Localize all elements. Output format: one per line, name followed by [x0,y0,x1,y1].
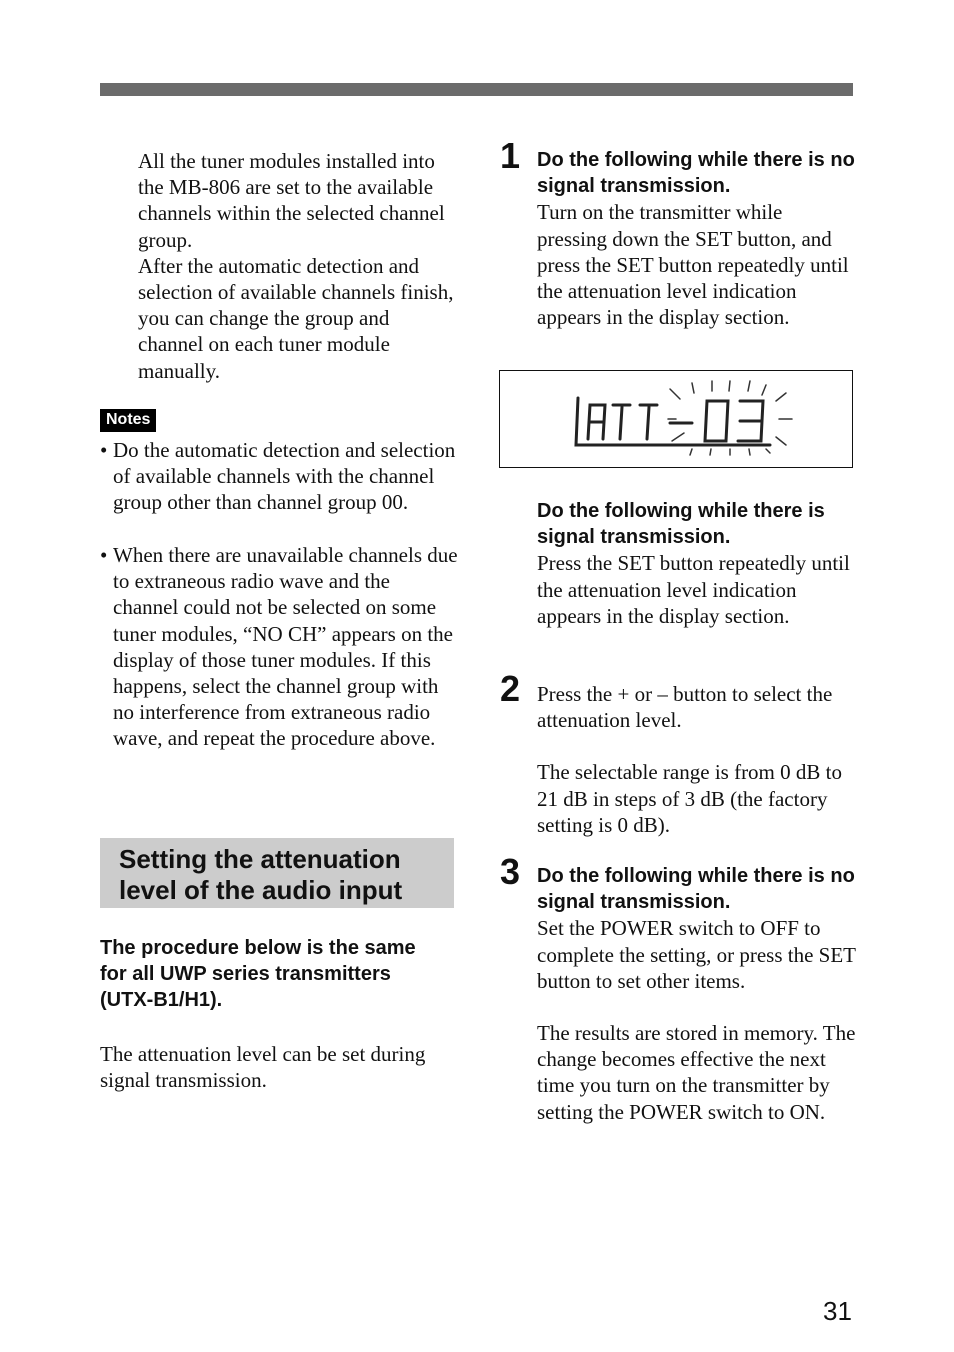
step-1b-text: Press the SET button repeatedly until the attenuation level indication appears in the display section. [537,551,850,628]
body-text: The attenuation level can be set during signal transmission. [100,1042,426,1093]
header-bar [100,83,853,96]
step-2-block [537,681,857,838]
step-2-text: Press the + or – button to select the attenuation level. [537,682,833,733]
section-heading-box [100,838,454,908]
lcd-display-illustration [499,370,853,468]
intro-text-block [138,148,458,384]
note-text: Do the automatic detection and selection of available channels with the channel group other than channel group 00. [113,438,456,515]
notes-label: Notes [100,409,156,432]
intro-paragraph-2: After the automatic detection and selection of available channels finish, you can change the group and channel on each tuner module manually. [138,253,454,383]
step-number-1: 1 [500,135,521,176]
intro-paragraph: All the tuner modules installed into the MB-806 are set to the available channels within the selected channel group. [138,149,445,252]
page-number: 31 [823,1296,852,1326]
lcd-segment-display [500,371,851,466]
section-title: Setting the attenuation level of the audio input [119,844,403,905]
procedure-note: The procedure below is the same for all UWP series transmitters (UTX-B1/H1). [100,937,416,1012]
step-3-text: Set the POWER switch to OFF to complete the setting, or press the SET button to set other items. [537,916,856,993]
note-text: When there are unavailable channels due to extraneous radio wave and the channel could not be selected on some tuner modules, “NO CH” appears on the display of those tuner modules. If this happens, select the channel group with no interference from extraneous radio wave, and repeat the procedure above. [113,543,458,751]
step-3-block [537,863,857,1125]
step-1-heading: Do the following while there is no signal transmission. [537,149,855,198]
note-item: • When there are unavailable channels due to extraneous radio wave and the channel could not be selected on some tuner modules, “NO CH” appears on the display of those tuner modules. If this happens, select the channel group with no interference from extraneous radio wave, and repeat the procedure above. [100,542,460,752]
step-number-2: 2 [500,668,521,709]
step-3-heading: Do the following while there is no signal transmission. [537,865,855,914]
note-item: • Do the automatic detection and selection of available channels with the channel group other than channel group 00. [100,437,460,516]
step-1-text: Turn on the transmitter while pressing down the SET button, and press the SET button repeatedly until the attenuation level indication appears in the display section. [537,200,849,330]
step-number-3: 3 [500,851,521,892]
step-1b-block [537,498,857,629]
step-1b-heading: Do the following while there is signal transmission. [537,500,825,549]
step-1-block [537,147,857,330]
step-2-text-2: The selectable range is from 0 dB to 21 dB in steps of 3 dB (the factory setting is 0 dB). [537,760,842,837]
step-3-text-2: The results are stored in memory. The change becomes effective the next time you turn on the transmitter by setting the POWER switch to ON. [537,1021,856,1124]
